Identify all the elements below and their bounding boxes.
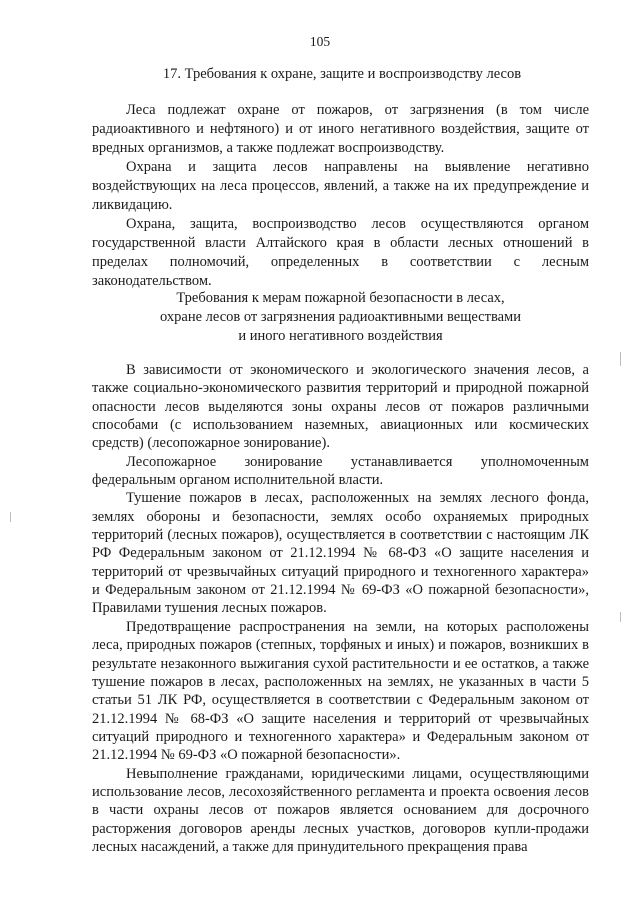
- scan-margin-mark: [620, 612, 621, 622]
- subsection-title-line: охране лесов от загрязнения радиоактивными веществами: [160, 309, 521, 325]
- page-number: 105: [309, 34, 331, 49]
- subsection-title-line: и иного негативного воздействия: [238, 328, 443, 344]
- paragraph: Предотвращение распространения на земли, на которых расположены леса, природных пожаров (степных, торфяных и иных) и пожаров, возникших в результате незаконного выжигания сухой растительности и ее остатков, а также тушение пожаров в лесах, расположенных на землях, не указанных в части 5 статьи 51 ЛК РФ, осуществляется в соответствии с Федеральным законом от 21.12.1994 № 68-ФЗ «О защите населения и территорий от чрезвычайных ситуаций природного и техногенного характера» и Федеральным законом от 21.12.1994 № 69-ФЗ «О пожарной безопасности».: [92, 618, 589, 764]
- scan-margin-mark: [10, 512, 11, 522]
- paragraph: В зависимости от экономического и экологического значения лесов, а также социально-экономического развития территорий и природной пожарной опасности лесов выделяются зоны охраны лесов от пожаров различными способами (с использованием наземных, авиационных или космических средств) (лесопожарное зонирование).: [92, 362, 589, 452]
- scan-margin-mark: [620, 352, 621, 366]
- paragraph: Охрана и защита лесов направлены на выявление негативно воздействующих на леса процессов, явлений, а также на их предупреждение и ликвидацию.: [92, 159, 589, 213]
- paragraph: Лесопожарное зонирование устанавливается уполномоченным федеральным органом исполнительной власти.: [92, 453, 589, 489]
- paragraph: Леса подлежат охране от пожаров, от загрязнения (в том числе радиоактивного и нефтяного) и от иного негативного воздействия, защите от вредных организмов, а также подлежат воспроизводству.: [92, 102, 589, 156]
- intro-section: [92, 101, 589, 291]
- section-title: 17. Требования к охране, защите и воспроизводству лесов: [162, 66, 522, 82]
- subsection-title-line: Требования к мерам пожарной безопасности в лесах,: [176, 290, 505, 306]
- paragraph: Охрана, защита, воспроизводство лесов осуществляются органом государственной власти Алтайского края в области лесных отношений в пределах полномочий, определенных в соответствии с лесным законодательством.: [92, 216, 589, 289]
- paragraph: Невыполнение гражданами, юридическими лицами, осуществляющими использование лесов, лесохозяйственного регламента и проекта освоения лесов в части охраны лесов от пожаров является основанием для досрочного расторжения договоров аренды лесных участков, договоров купли-продажи лесных насаждений, а также для принудительного прекращения права: [92, 765, 589, 855]
- paragraph: Тушение пожаров в лесах, расположенных на землях лесного фонда, землях обороны и безопасности, землях особо охраняемых природных территорий (лесных пожаров), осуществляется в соответствии с настоящим ЛК РФ Федеральным законом от 21.12.1994 № 68-ФЗ «О защите населения и территорий от чрезвычайных ситуаций природного и техногенного характера» и Федеральным законом от 21.12.1994 № 69-ФЗ «О пожарной безопасности», Правилами тушения лесных пожаров.: [92, 490, 589, 617]
- fire-safety-section: [92, 361, 589, 856]
- subsection-title: [92, 289, 589, 346]
